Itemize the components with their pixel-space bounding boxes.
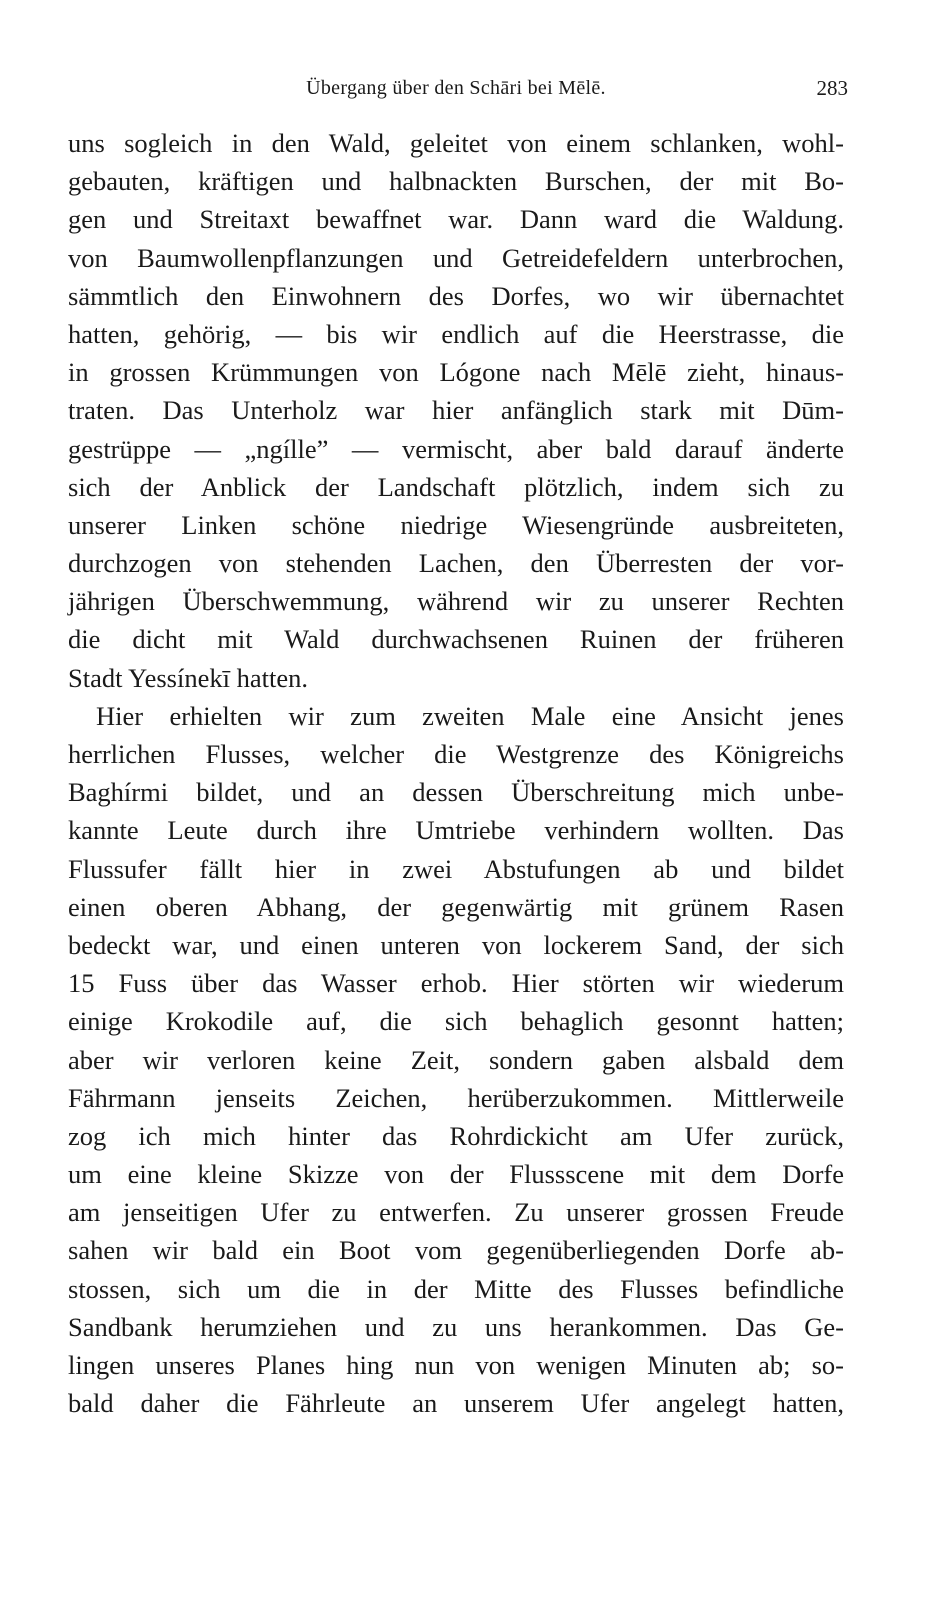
text-line: unserer Linken schöne niedrige Wiesengründe ausbreiteten,	[68, 509, 844, 540]
text-line: bedeckt war, und einen unteren von lockerem Sand, der sich	[68, 929, 844, 960]
body-text	[68, 124, 844, 1422]
text-line: durchzogen von stehenden Lachen, den Überresten der vor-	[68, 548, 844, 579]
text-line: zog ich mich hinter das Rohrdickicht am Ufer zurück,	[68, 1120, 844, 1151]
text-line: Hier erhielten wir zum zweiten Male eine Ansicht jenes	[96, 700, 844, 731]
page-number: 283	[816, 76, 848, 100]
text-line: Baghírmi bildet, und an dessen Überschreitung mich unbe-	[68, 777, 844, 808]
text-line: 15 Fuss über das Wasser erhob. Hier störten wir wiederum	[68, 968, 844, 999]
text-line: von Baumwollenpflanzungen und Getreidefeldern unterbrochen,	[68, 242, 844, 273]
text-line: aber wir verloren keine Zeit, sondern gaben alsbald dem	[68, 1044, 844, 1075]
text-line: die dicht mit Wald durchwachsenen Ruinen der früheren	[68, 624, 844, 655]
text-line: kannte Leute durch ihre Umtriebe verhindern wollten. Das	[68, 815, 844, 846]
text-line: jährigen Überschwemmung, während wir zu unserer Rechten	[68, 586, 844, 617]
text-line: sahen wir bald ein Boot vom gegenüberliegenden Dorfe ab-	[68, 1235, 844, 1266]
text-line: um eine kleine Skizze von der Flussscene mit dem Dorfe	[68, 1159, 844, 1190]
text-line: einen oberen Abhang, der gegenwärtig mit grünem Rasen	[68, 891, 844, 922]
text-line: herrlichen Flusses, welcher die Westgrenze des Königreichs	[68, 739, 844, 769]
text-line: einige Krokodile auf, die sich behaglich gesonnt hatten;	[68, 1006, 844, 1037]
text-line: traten. Das Unterholz war hier anfänglich stark mit Dūm-	[68, 395, 844, 426]
text-line: in grossen Krümmungen von Lógone nach Mēlē zieht, hinaus-	[68, 357, 844, 388]
text-line: Flussufer fällt hier in zwei Abstufungen ab und bildet	[68, 853, 844, 884]
text-line: am jenseitigen Ufer zu entwerfen. Zu unserer grossen Freude	[68, 1197, 844, 1228]
text-line: sich der Anblick der Landschaft plötzlich, indem sich zu	[68, 471, 844, 502]
text-line: hatten, gehörig, — bis wir endlich auf die Heerstrasse, die	[68, 318, 844, 349]
text-line: sämmtlich den Einwohnern des Dorfes, wo wir übernachtet	[68, 280, 844, 311]
text-line: stossen, sich um die in der Mitte des Flusses befindliche	[68, 1273, 844, 1304]
running-header	[64, 74, 848, 106]
text-line: uns sogleich in den Wald, geleitet von einem schlanken, wohl-	[68, 128, 844, 158]
running-title: Übergang über den Schāri bei Mēlē.	[306, 77, 606, 99]
text-line: Sandbank herumziehen und zu uns herankommen. Das Ge-	[68, 1311, 844, 1342]
text-line: Fährmann jenseits Zeichen, herüberzukommen. Mittlerweile	[68, 1082, 844, 1113]
text-line: gebauten, kräftigen und halbnackten Burschen, der mit Bo-	[68, 166, 844, 197]
paragraph-1	[68, 124, 844, 697]
text-line: Stadt Yessínekī hatten.	[68, 662, 308, 693]
text-line: gestrüppe — „ngílle” — vermischt, aber bald darauf änderte	[68, 433, 844, 464]
text-line: gen und Streitaxt bewaffnet war. Dann ward die Waldung.	[68, 204, 844, 235]
paragraph-2	[68, 697, 844, 1423]
text-line: bald daher die Fährleute an unserem Ufer angelegt hatten,	[68, 1388, 844, 1419]
text-line: lingen unseres Planes hing nun von wenigen Minuten ab; so-	[68, 1350, 844, 1380]
